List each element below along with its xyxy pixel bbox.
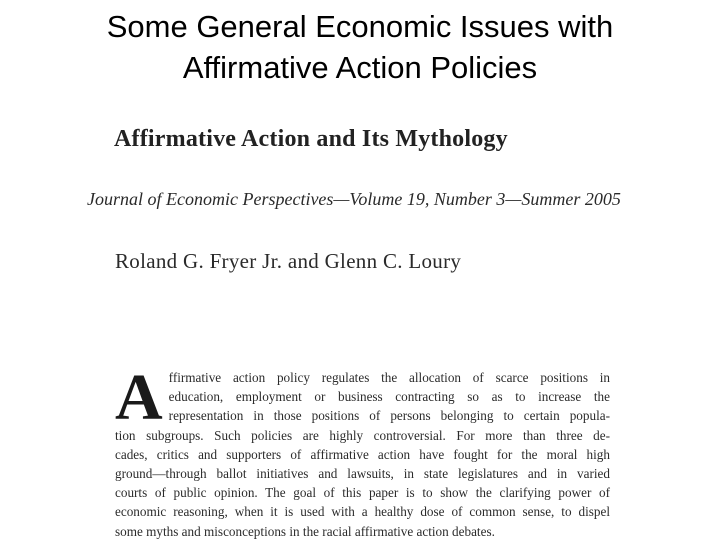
slide-title xyxy=(0,6,720,88)
slide-title-line-1: Some General Economic Issues with xyxy=(106,9,614,44)
paper-authors: Roland G. Fryer Jr. and Glenn C. Loury xyxy=(115,249,462,273)
abstract-line: cades, critics and supporters of affirmative action have fought for the moral high xyxy=(115,446,610,462)
drop-cap: A xyxy=(115,361,163,434)
abstract-line: tion subgroups. Such policies are highly controversial. For more than three de- xyxy=(115,427,610,443)
abstract-line: ground—through ballot initiatives and lawsuits, in state legislatures and in varied xyxy=(115,465,610,481)
abstract-line: representation in those positions of persons belonging to certain popula- xyxy=(168,408,610,424)
paper-title: Affirmative Action and Its Mythology xyxy=(114,126,508,152)
slide-title-line-2: Affirmative Action Policies xyxy=(182,50,538,85)
abstract-line: some myths and misconceptions in the racial affirmative action debates. xyxy=(115,523,495,539)
paper-abstract xyxy=(115,361,610,541)
journal-citation: Journal of Economic Perspectives—Volume 19, Number 3—Summer 2005 xyxy=(87,189,621,209)
abstract-line: courts of public opinion. The goal of this paper is to show the clarifying power of xyxy=(115,485,610,501)
abstract-line: ffirmative action policy regulates the allocation of scarce positions in xyxy=(168,370,610,385)
abstract-line: economic reasoning, when it is used with a healthy dose of common sense, to dispel xyxy=(115,504,610,520)
abstract-line: education, employment or business contracting so as to increase the xyxy=(168,389,610,405)
